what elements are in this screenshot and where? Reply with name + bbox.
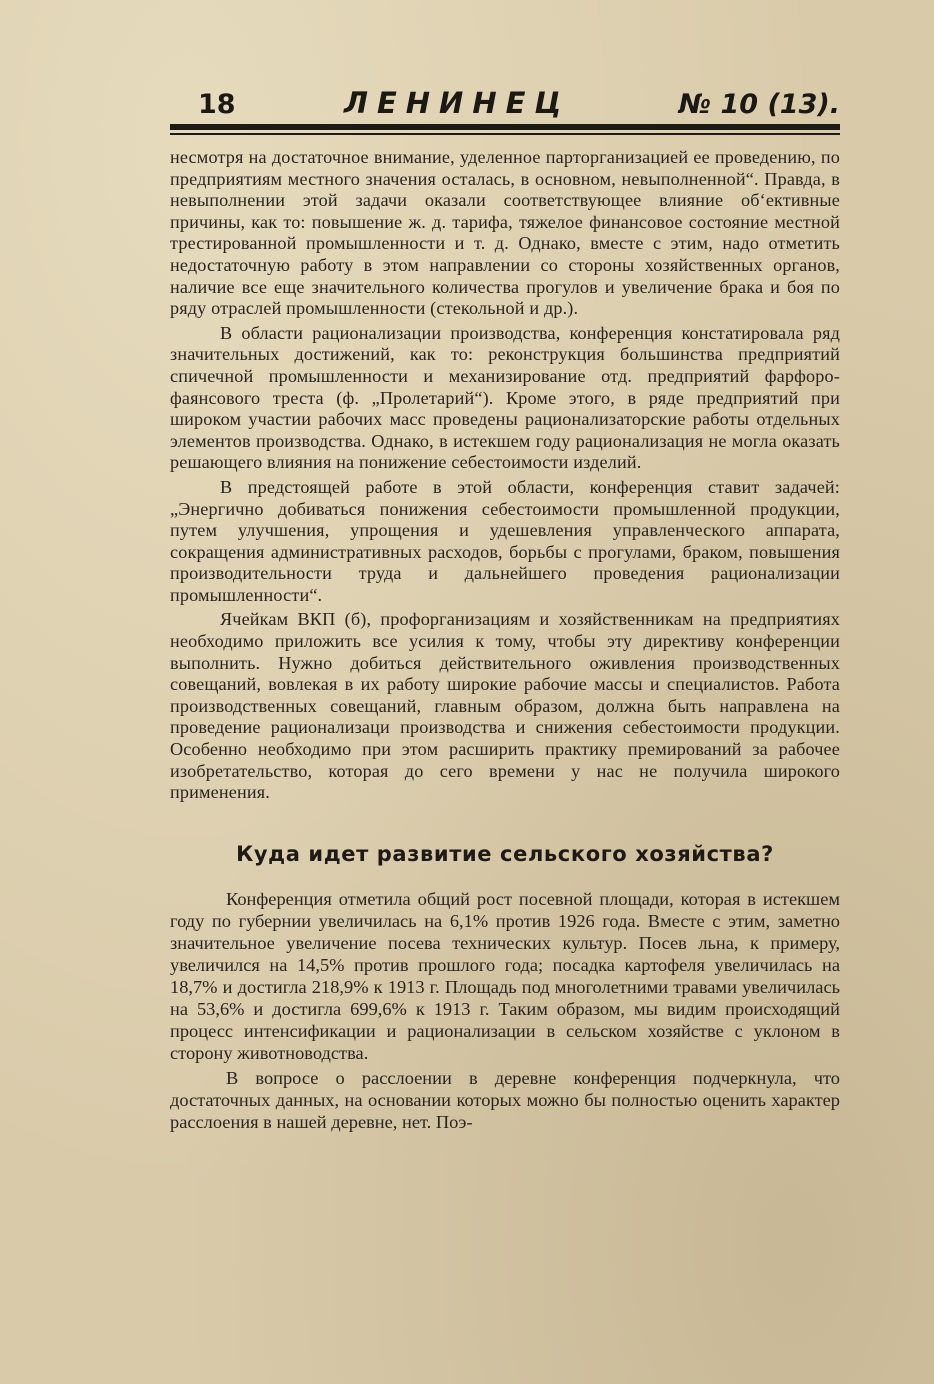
paragraph-continued: несмотря на достаточное внимание, уделенное парторганизацией ее проведению, по предприятиям местного значения осталась, в основном, невыполненной“. Правда, в невыполнении этой задачи оказали соответствующее влияние об‘ективные причины, как то: повышение ж. д. тарифа, тяжелое финансовое состояние местной трестированной промышленности и т. д. Однако, вместе с этим, надо отметить недостаточную работу в этом направлении со стороны хозяйственных органов, наличие все еще значительного количества прогулов и увеличение брака и боя по ряду отраслей промышленности (стекольной и др.). xyxy=(170,147,840,319)
page-number: 18 xyxy=(198,89,236,120)
paragraph: Ячейкам ВКП (б), профорганизациям и хозяйственникам на предприятиях необходимо приложить все усилия к тому, чтобы эту директиву конференции выполнить. Нужно добиться действительного оживления производственных совещаний, вовлекая в их работу широкие рабочие массы и специалистов. Работа производственных совещаний, главным образом, должна быть направлена на проведение рационализаци производства и снижения себестоимости продукции. Особенно необходимо при этом расширить практику премирований за рабочее изобретательство, которая до сего времени у нас не получила широкого применения. xyxy=(170,609,840,803)
header-rule-thick xyxy=(170,124,840,130)
paragraph: Конференция отметила общий рост посевной площади, которая в истекшем году по губернии увеличилась на 6,1% против 1926 года. Вместе с этим, заметно значительное увеличение посева технических культур. Посев льна, к примеру, увеличился на 14,5% против прошлого года; посадка картофеля увеличилась на 18,7% и достигла 218,9% к 1913 г. Площадь под многолетними травами увеличилась на 53,6% и достигла 699,6% к 1913 г. Таким образом, мы видим происходящий процесс интенсификации и рационализации в сельском хозяйстве с уклоном в сторону животноводства. xyxy=(170,888,840,1063)
section-body xyxy=(170,888,840,1133)
paragraph: В области рационализации производства, конференция констатировала ряд значительных достижений, как то: реконструкция большинства предприятий спичечной промышленности и механизирование отд. предприятий фарфоро-фаянсового треста (ф. „Пролетарий“). Кроме этого, в ряде предприятий при широком участии рабочих масс проведены рационализаторские работы отдельных элементов производства. Однако, в истекшем году рационализация не могла оказать решающего влияния на понижение себестоимости изделий. xyxy=(170,322,840,473)
section-heading: Куда идет развитие сельского хозяйства? xyxy=(236,841,774,866)
page xyxy=(170,86,840,1133)
issue-number: № 10 (13). xyxy=(678,89,840,120)
running-header xyxy=(170,86,840,124)
article-body xyxy=(170,147,840,804)
paragraph: В вопросе о расслоении в деревне конференция подчеркнула, что достаточных данных, на основании которых можно бы полностью оценить характер расслоения в нашей деревне, нет. Поэ- xyxy=(170,1067,840,1132)
header-rule-thin xyxy=(170,133,840,135)
journal-title: ЛЕНИНЕЦ xyxy=(343,86,571,120)
paragraph: В предстоящей работе в этой области, конференция ставит задачей: „Энергично добиваться понижения себестоимости промышленной продукции, путем улучшения, упрощения и удешевления управленческого аппарата, сокращения административных расходов, борьбы с прогулами, браком, повышения производительности труда и дальнейшего проведения рационализации промышленности“. xyxy=(170,476,840,605)
